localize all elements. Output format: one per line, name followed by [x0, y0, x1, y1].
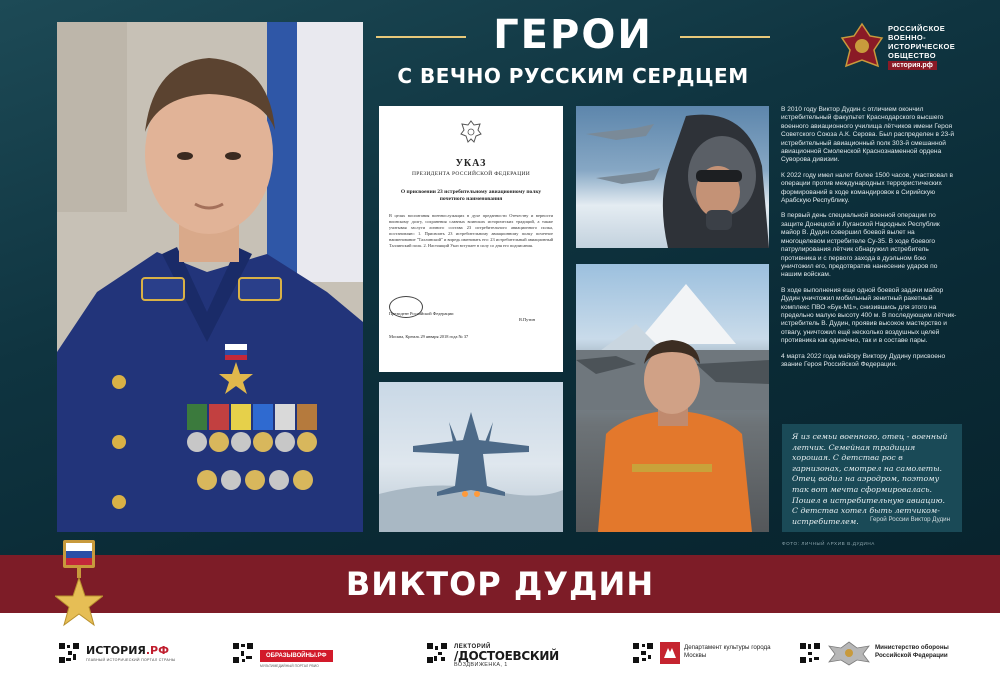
rvio-line-4: ОБЩЕСТВО [888, 51, 936, 60]
defence-ministry-emblem-icon [827, 640, 871, 666]
decree-signer: В.Путин [518, 317, 535, 322]
coat-of-arms-icon [460, 120, 482, 144]
qr-code-icon [426, 642, 448, 664]
footer-sponsors [0, 630, 1000, 689]
sponsor-name: Департамент культуры города Москвы [684, 644, 771, 659]
decree-issuer: ПРЕЗИДЕНТА РОССИЙСКОЙ ФЕДЕРАЦИИ [411, 171, 531, 177]
rvio-logo [840, 22, 956, 78]
quote-author: Герой России Виктор Дудин [870, 516, 950, 523]
decree-place-date: Москва, Кремль 29 января 2018 года № 37 [389, 334, 469, 339]
presidential-decree-document [379, 106, 563, 372]
photo-credit: ФОТО: ЛИЧНЫЙ АРХИВ В.ДУДИНА [782, 541, 875, 546]
sponsor-name-secondary: /ДОСТОЕВСКИЙ [454, 649, 559, 663]
sponsor-name: ОБРАЗЫВОЙНЫ.РФ [260, 650, 333, 662]
sponsor-name: Министерство обороны Российской Федерации [875, 644, 949, 659]
bio-paragraph: В ходе выполнения еще одной боевой задачи майор Дудин уничтожил мобильный зенитный ракетный комплекс ПВО «Бук-М1», снизившись для этого на предельно малую высоту 400 м. В последующем лётчик-истребитель В. Дудин, проявив высокое мастерство и отвагу, уничтожил ещё несколько воздушных целей противника как одиночно, так и в составе пары. [781, 286, 957, 345]
qr-code-icon [632, 642, 654, 664]
sponsor-subtitle: ВОЗДВИЖЕНКА, 1 [454, 662, 508, 668]
decree-signer-title: Президент Российской Федерации [389, 311, 454, 316]
cockpit-pilot-photo [576, 106, 769, 248]
rvio-line-3: ИСТОРИЧЕСКОЕ [888, 42, 956, 51]
su35-flight-photo [379, 382, 563, 532]
quote-box [782, 424, 962, 532]
hero-portrait-photo [57, 22, 363, 532]
poster-title: ГЕРОИ [493, 12, 653, 58]
qr-code-icon [799, 642, 821, 664]
gold-star-medal-icon [55, 538, 103, 628]
rvio-line-1: РОССИЙСКОЕ [888, 24, 946, 33]
sponsor-subtitle: ГЛАВНЫЙ ИСТОРИЧЕСКИЙ ПОРТАЛ СТРАНЫ [86, 658, 176, 662]
title-divider-right [680, 36, 770, 38]
sponsor-name: ЛЕКТОРИЙ [454, 644, 491, 650]
hero-name: ВИКТОР ДУДИН [345, 565, 655, 603]
decree-heading: УКАЗ [455, 158, 487, 169]
title-divider-left [376, 36, 466, 38]
decree-subject: О присвоении 23 истребительному авиационному полку почетного наименования [400, 189, 542, 202]
rvio-url: история.рф [888, 61, 937, 70]
decree-body: В целях воспитания военнослужащих в духе преданности Отечеству и верности воинскому долгу, сохранения славных воинских исторических традиций, а также учитывая заслуги личного состава 23 истребительного авиационного полка, постановляю: 1. Присвоить 23 истребительному авиационному полку почетное наименование "Таллинский" и впредь именовать его: 23 истребительный авиационный Таллинский полк. 2. Настоящий Указ вступает в силу со дня его подписания. [389, 213, 553, 248]
bio-paragraph: В 2010 году Виктор Дудин с отличием окончил истребительный факультет Краснодарского высшего военного авиационного училища лётчиков имени Героя Советского Союза А.К. Серова. Был распределен в 23-й истребительный авиационный полк 303-й смешанной авиационной Смоленской Краснознаменной ордена Суворова дивизии. [781, 106, 955, 164]
bio-paragraph: 4 марта 2022 года майору Виктору Дудину присвоено звание Героя Российской Федерации. [781, 352, 946, 368]
biography-text [781, 106, 959, 376]
header [376, 12, 770, 94]
qr-code-icon [58, 642, 80, 664]
poster-subtitle: С ВЕЧНО РУССКИМ СЕРДЦЕМ [397, 64, 749, 88]
moscow-emblem-icon [660, 642, 680, 664]
qr-code-icon [232, 642, 254, 664]
bio-paragraph: К 2022 году имел налет более 1500 часов, участвовал в операции против международных террористических формирований в ходе командировок в Сирийскую Арабскую Республику. [781, 171, 953, 205]
rvio-line-2: ВОЕННО- [888, 33, 927, 42]
hero-quote: Я из семьи военного, отец - военный летчик. Семейная традиция хорошая. С детства рос в гарнизонах, смотрел на самолеты. Отец водил на аэродром, поэтому так вот мечта сформировалась. Пошел в истребительную авиацию. С детства хотел быть летчиком-истребителем. [792, 432, 948, 526]
sponsor-name: ИСТОРИЯ.РФ [86, 644, 170, 657]
sponsor-subtitle: МУЛЬТИМЕДИЙНЫЙ ПОРТАЛ РВИО [260, 664, 319, 668]
rvio-logo-text [888, 24, 958, 60]
bio-paragraph: В первый день специальной военной операции по защите Донецкой и Луганской Народных Республик майор В. Дудин совершил боевой вылет на многоцелевом истребителе Су-35. В ходе боевого патрулирования лётчик обнаружил истребитель противника и с первого захода в дуэльном бою уничтожил его, предотвратив нанесение ударов по нашим войскам. [781, 212, 940, 279]
rvio-emblem-icon [840, 22, 884, 76]
pilot-flightsuit-photo [576, 264, 769, 532]
name-band [0, 555, 1000, 613]
